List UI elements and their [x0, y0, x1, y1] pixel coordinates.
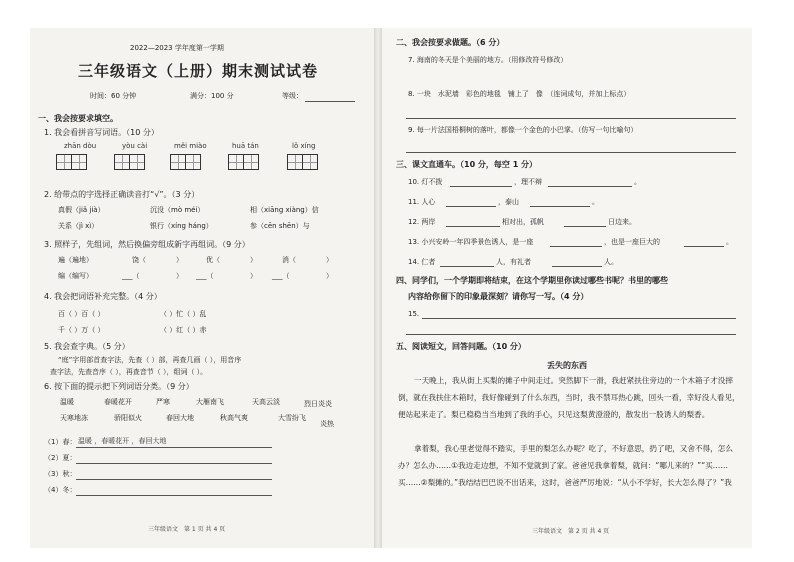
- section-4-heading-cont: 内容给你留下的印象最深刻？请你写一写。（4 分）: [408, 292, 589, 301]
- pinyin-3: měi miào: [174, 142, 207, 150]
- grade-blank[interactable]: [305, 101, 355, 102]
- question-8: 8. 一块 水泥墙 彩色的地毯 铺上了 像 （连词成句，并加上标点）: [408, 90, 631, 98]
- q4-item: （ ）忙（ ）乱: [160, 310, 207, 318]
- q3-item: 编（编写）: [58, 272, 93, 280]
- category-summer: （2）夏：: [44, 454, 77, 462]
- q5-line-1: “庭”字用部首查字法，先查（ ）部，再查几画（ ），用音序: [58, 356, 242, 364]
- q2-item: 真假（jiǎ jià）: [58, 206, 105, 214]
- question-7: 7. 海南的冬天是个美丽的地方。（用修改符号修改）: [408, 56, 568, 64]
- char-box[interactable]: [302, 154, 318, 170]
- score-label: 满分：100 分: [190, 92, 234, 100]
- question-14: 14. 仁者: [408, 258, 436, 266]
- char-box[interactable]: [185, 154, 201, 170]
- q2-item: 参（cēn shēn）与: [250, 222, 310, 230]
- pinyin-5: lǒ xíng: [292, 142, 316, 150]
- q4-item: 千（ ）万（ ）: [58, 326, 105, 334]
- word-item: 严寒: [156, 398, 170, 406]
- answer-line[interactable]: [446, 206, 496, 207]
- q3-item: 消（: [282, 256, 296, 264]
- q11-part: ，泰山: [498, 198, 519, 206]
- q4-item: （ ）红（ ）赤: [160, 326, 207, 334]
- q2-item: 沉没（mò méi）: [150, 206, 205, 214]
- answer-line[interactable]: [552, 266, 602, 267]
- q3-item: ）: [250, 256, 257, 264]
- q2-item: 关系（jì xì）: [58, 222, 99, 230]
- story-paragraph-2: 拿着梨，我心里老觉得不踏实，手里的梨怎么办呢？吃了，不好意思，扔了吧，又舍不得，怎么办？怎么办……①我边走边想，不知不觉就到了家。爸爸见我拿着梨，就问：“哪儿来的？”“买……买……②梨摊的。”我结结巴巴说不出话来，这时，爸爸严厉地说：“从小不学好，长大怎么得了？”我: [398, 444, 733, 487]
- word-item: 春回大地: [166, 414, 194, 422]
- answer-line[interactable]: [530, 206, 590, 207]
- q3-item: ___（: [272, 272, 290, 280]
- answer-line[interactable]: [76, 495, 272, 496]
- q3-item: 饶（: [132, 256, 146, 264]
- answer-line[interactable]: [446, 226, 500, 227]
- exam-title: 三年级语文（上册）期末测试试卷: [78, 62, 319, 80]
- answer-line[interactable]: [76, 463, 272, 464]
- char-box[interactable]: [114, 154, 130, 170]
- answer-line[interactable]: [76, 447, 272, 448]
- pinyin-1: zhān dòu: [64, 142, 97, 150]
- answer-line[interactable]: [406, 118, 736, 119]
- question-2: 2. 给带点的字选择正确读音打“√”。（3 分）: [44, 190, 200, 199]
- page-gutter: [374, 28, 382, 548]
- q3-item: 遍（遍地）: [58, 256, 93, 264]
- word-item: 骄阳似火: [114, 414, 142, 422]
- question-5: 5. 我会查字典。（5 分）: [44, 342, 130, 351]
- q2-item: 银行（xíng háng）: [150, 222, 213, 230]
- question-6: 6. 按下面的提示把下列词语分类。（9 分）: [44, 382, 194, 391]
- story-paragraph-1: 一天晚上，我从街上买梨的摊子中间走过。突然脚下一滑，我赶紧扶住旁边的一个木箱子才没摔倒，就在我扶住木箱时，我好像碰到了什么东西，当时，我不禁耳热心跳，回头一看，幸好没人看见，便站起来走了。梨已稳稳当当地到了我的手心，只见这梨黄澄澄的，散发出一股诱人的梨香。: [398, 376, 740, 419]
- word-item: 春暖花开: [104, 398, 132, 406]
- question-4: 4. 我会把词语补充完整。（4 分）: [44, 292, 162, 301]
- exam-page-2: [382, 28, 752, 548]
- question-10: 10. 灯不拨: [408, 178, 443, 186]
- answer-line[interactable]: [548, 186, 632, 187]
- question-3: 3. 照样子，先组词，然后换偏旁组成新字再组词。（9 分）: [44, 240, 250, 249]
- q13-part: ，也是一座巨大的: [604, 238, 660, 246]
- pinyin-2: yòu cài: [122, 142, 148, 150]
- q3-item: 优（: [206, 256, 220, 264]
- answer-line[interactable]: [422, 318, 736, 319]
- q3-item: ）: [176, 256, 183, 264]
- word-item: 大雁南飞: [196, 398, 224, 406]
- question-12: 12. 两岸: [408, 218, 436, 226]
- question-15: 15.: [408, 310, 420, 318]
- char-box[interactable]: [129, 154, 145, 170]
- char-box[interactable]: [56, 154, 72, 170]
- word-item: 天高云淡: [252, 398, 280, 406]
- char-box[interactable]: [243, 154, 259, 170]
- word-item: 温暖: [60, 398, 74, 406]
- word-item: 烈日炎炎: [304, 400, 332, 408]
- char-box[interactable]: [287, 154, 303, 170]
- section-2-heading: 二、我会按要求做题。（6 分）: [396, 38, 505, 47]
- answer-line[interactable]: [684, 246, 724, 247]
- q3-item: ）: [250, 272, 257, 280]
- word-item: 大雪纷飞: [278, 414, 306, 422]
- q4-item: 百（ ）百（ ）: [58, 310, 105, 318]
- category-spring: （1）春：: [44, 438, 77, 446]
- time-label: 时间：60 分钟: [90, 92, 137, 100]
- question-9: 9. 每一片法国梧桐树的落叶，都像一个金色的小巴掌。（仿写一句比喻句）: [408, 126, 638, 134]
- exam-page-1: [30, 28, 374, 548]
- spring-answer[interactable]: 温暖 ，春暖花开 ，春回大地: [78, 437, 167, 445]
- q14-part: 人，有礼者: [496, 258, 531, 266]
- school-year: 2022—2023 学年度第一学期: [130, 44, 224, 52]
- pinyin-4: huā tán: [232, 142, 259, 150]
- q3-item: ）: [176, 272, 183, 280]
- q5-line-2: 查字法，先查音序（ ），再查音节（ ），组词（ ）。: [50, 368, 208, 376]
- question-11: 11. 人心: [408, 198, 436, 206]
- section-1-heading: 一、我会按要求填空。: [38, 114, 118, 123]
- section-5-heading: 五、阅读短文，回答问题。（10 分）: [396, 342, 526, 351]
- question-13: 13. 小兴安岭一年四季景色诱人，是一座: [408, 238, 534, 246]
- page-footer-2: 三年级语文 第 2 页 共 4 页: [532, 528, 610, 535]
- q3-item: ___（: [122, 272, 140, 280]
- answer-line[interactable]: [450, 186, 512, 187]
- word-item: 天寒地冻: [60, 414, 88, 422]
- page-footer-1: 三年级语文 第 1 页 共 4 页: [148, 526, 226, 533]
- category-autumn: （3）秋：: [44, 470, 77, 478]
- answer-line[interactable]: [440, 266, 494, 267]
- answer-line[interactable]: [406, 152, 736, 153]
- char-box[interactable]: [170, 154, 186, 170]
- q3-item: ）: [326, 272, 333, 280]
- section-3-heading: 三、课文直通车。（10 分，每空 1 分）: [396, 160, 538, 169]
- answer-line[interactable]: [564, 226, 606, 227]
- q13-end: 。: [726, 238, 733, 246]
- char-box[interactable]: [228, 154, 244, 170]
- char-box[interactable]: [71, 154, 87, 170]
- q3-item: ___（: [196, 272, 214, 280]
- grade-label: 等级：: [282, 92, 303, 100]
- q12-end: 日边来。: [608, 218, 636, 226]
- answer-line[interactable]: [550, 246, 602, 247]
- answer-line[interactable]: [406, 334, 736, 335]
- q12-part: 相对出，孤帆: [502, 218, 544, 226]
- q10-end: 。: [634, 178, 641, 186]
- q14-end: 人。: [604, 258, 618, 266]
- category-winter: （4）冬：: [44, 486, 77, 494]
- q3-item: ）: [326, 256, 333, 264]
- question-1: 1. 我会看拼音写词语。（10 分）: [44, 128, 159, 137]
- q2-item: 相（xiāng xiàng）信: [250, 206, 319, 214]
- q11-end: 。: [592, 198, 599, 206]
- section-4-heading: 四、同学们，一个学期即将结束，在这个学期里你读过哪些书呢？书里的哪些: [396, 276, 668, 285]
- story-title: 丢失的东西: [547, 361, 587, 370]
- word-item: 炎热: [320, 420, 334, 428]
- q10-part: ，理不辩: [514, 178, 542, 186]
- answer-line[interactable]: [76, 479, 272, 480]
- word-item: 秋高气爽: [220, 414, 248, 422]
